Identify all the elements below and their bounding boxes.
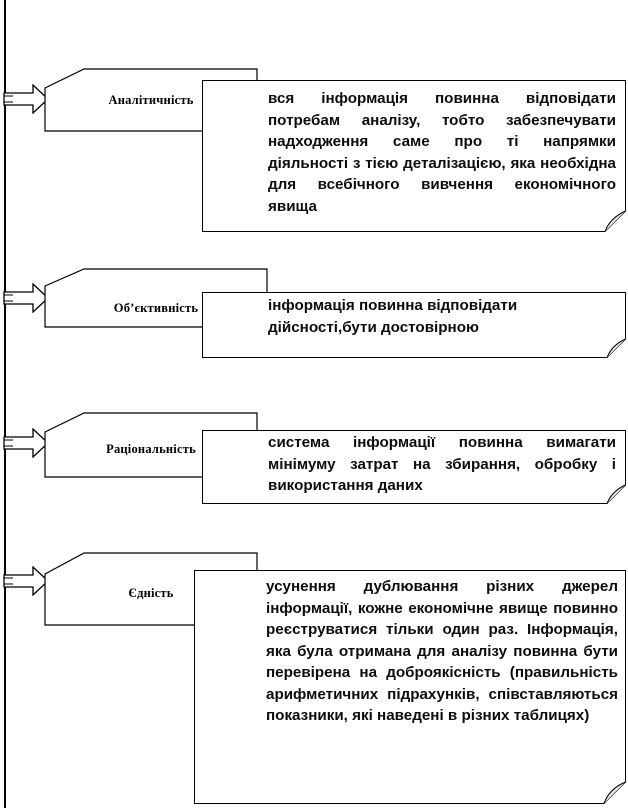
- connector-arrow-2: [3, 283, 49, 313]
- connector-arrow-4: [3, 566, 49, 596]
- connector-arrow-3: [3, 428, 49, 458]
- description-text-2: інформація повинна відповідати дійсності,бути достовірною: [268, 297, 518, 336]
- main-vertical-line: [4, 0, 6, 808]
- criterion-label-3: Раціональність: [106, 441, 196, 456]
- description-text-1: вся інформація повинна відповідати потребам аналізу, тобто забезпечувати надходження саме про ті напрямки діяльності з тією деталізацією, яка необхідна для всебічного вивчення економічного явища: [268, 90, 616, 215]
- connector-arrow-1: [3, 84, 49, 114]
- description-card-3: [202, 430, 626, 504]
- description-text-4: усунення дублювання різних джерел інформації, кожне економічне явище повинно реєструватися тільки один раз. Інформація, яка була отримана для аналізу повинна бути перевірена на доброякісність (правильність арифметичних підрахунків, співставляються показники, які наведені в різних таблицях): [266, 578, 618, 724]
- description-card-1: [202, 80, 626, 232]
- criterion-label-4: Єдність: [128, 585, 174, 600]
- description-card-2: [202, 292, 626, 358]
- criterion-label-2: Об’єктивність: [113, 300, 199, 315]
- criterion-label-1: Аналітичність: [108, 92, 194, 107]
- description-card-4: [194, 570, 626, 804]
- description-text-3: система інформації повинна вимагати мінімуму затрат на збирання, обробку і використання даних: [268, 434, 616, 494]
